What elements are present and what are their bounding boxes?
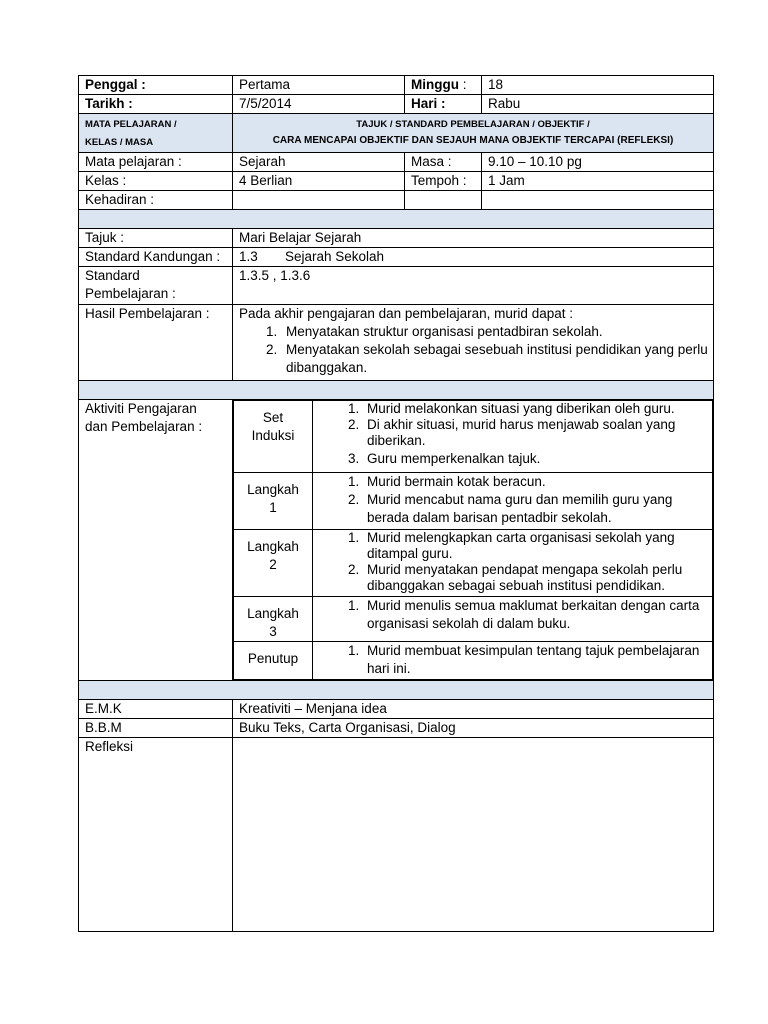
class-value: 4 Berlian [233, 172, 405, 191]
attendance-extra-2 [482, 191, 714, 210]
section-header-left: MATA PELAJARAN / KELAS / MASA [79, 114, 233, 153]
class-label: Kelas : [79, 172, 233, 191]
subject-label: Mata pelajaran : [79, 153, 233, 172]
stage-name: Set Induksi [234, 401, 313, 473]
hari-label: Hari : [405, 95, 482, 114]
hari-value: Rabu [482, 95, 714, 114]
bbm-label: B.B.M [79, 719, 233, 738]
masa-value: 9.10 – 10.10 pg [482, 153, 714, 172]
minggu-value: 18 [482, 76, 714, 95]
activities-row [79, 400, 714, 681]
stage-activities [313, 597, 713, 642]
hasil-pembelajaran-row [79, 305, 714, 381]
standard-pembelajaran-row [79, 267, 714, 305]
spacer-band-1 [79, 210, 714, 229]
stage-name: Langkah 3 [234, 597, 313, 642]
class-row [79, 172, 714, 191]
stage-name: Langkah 2 [234, 530, 313, 597]
outcome-item: 1. Menyatakan struktur organisasi pentadbiran sekolah. [281, 323, 713, 341]
standard-kandungan-row [79, 248, 714, 267]
tajuk-row [79, 229, 714, 248]
activity-item: 2. Murid mencabut nama guru dan memilih guru yang berada dalam barisan pentadbir sekolah. [363, 491, 708, 527]
tarikh-row [79, 95, 714, 114]
sp-value: 1.3.5 , 1.3.6 [233, 267, 714, 305]
lesson-plan-table [78, 75, 714, 932]
emk-label: E.M.K [79, 700, 233, 719]
activity-item: 1. Murid membuat kesimpulan tentang tajuk pembelajaran hari ini. [363, 642, 708, 678]
masa-label: Masa : [405, 153, 482, 172]
activity-item: 1. Murid bermain kotak beracun. [363, 473, 708, 491]
tempoh-value: 1 Jam [482, 172, 714, 191]
activity-list [313, 401, 712, 467]
stage-row [234, 401, 713, 473]
stage-row [234, 597, 713, 642]
attendance-extra-1 [405, 191, 482, 210]
outcome-label: Hasil Pembelajaran : [79, 305, 233, 381]
activity-item: 3. Guru memperkenalkan tajuk. [363, 451, 708, 467]
spacer-band-2 [79, 381, 714, 400]
refleksi-value [233, 738, 714, 932]
sk-value: 1.3 Sejarah Sekolah [233, 248, 714, 267]
penggal-label: Penggal : [79, 76, 233, 95]
tarikh-value: 7/5/2014 [233, 95, 405, 114]
refleksi-label: Refleksi [79, 738, 233, 932]
subject-row [79, 153, 714, 172]
bbm-value: Buku Teks, Carta Organisasi, Dialog [233, 719, 714, 738]
activity-list [313, 530, 712, 594]
stage-activities [313, 530, 713, 597]
activity-list [313, 473, 712, 527]
activities-label: Aktiviti Pengajaran dan Pembelajaran : [79, 400, 233, 681]
stage-activities [313, 401, 713, 473]
section-header-row [79, 114, 714, 153]
emk-value: Kreativiti – Menjana idea [233, 700, 714, 719]
stage-row [234, 530, 713, 597]
separator-band [79, 210, 714, 229]
subject-value: Sejarah [233, 153, 405, 172]
spacer-band-3 [79, 681, 714, 700]
stage-activities [313, 473, 713, 530]
stage-name: Langkah 1 [234, 473, 313, 530]
sp-label: Standard Pembelajaran : [79, 267, 233, 305]
penggal-value: Pertama [233, 76, 405, 95]
activity-item: 1. Murid melengkapkan carta organisasi sekolah yang ditampal guru. [363, 530, 708, 562]
stage-name: Penutup [234, 642, 313, 680]
bbm-row [79, 719, 714, 738]
tajuk-label: Tajuk : [79, 229, 233, 248]
activity-item: 1. Murid melakonkan situasi yang diberikan oleh guru. [363, 401, 708, 417]
activity-item: 2. Murid menyatakan pendapat mengapa sekolah perlu dibanggakan sebagai sebuah institusi pendidikan. [363, 562, 708, 594]
emk-row [79, 700, 714, 719]
minggu-label: Minggu : [405, 76, 482, 95]
activity-item: 1. Murid menulis semua maklumat berkaitan dengan carta organisasi sekolah di dalam buku. [363, 597, 708, 633]
tarikh-label: Tarikh : [79, 95, 233, 114]
separator-band [79, 381, 714, 400]
stage-row [234, 642, 713, 680]
activities-table [233, 400, 713, 680]
outcome-item: 2. Menyatakan sekolah sebagai sesebuah institusi pendidikan yang perlu dibanggakan. [281, 341, 713, 377]
refleksi-row [79, 738, 714, 932]
activity-list [313, 642, 712, 678]
stage-activities [313, 642, 713, 680]
outcome-intro: Pada akhir pengajaran dan pembelajaran, murid dapat : [239, 306, 573, 321]
sk-label: Standard Kandungan : [79, 248, 233, 267]
activity-list [313, 597, 712, 633]
stage-row [234, 473, 713, 530]
tajuk-value: Mari Belajar Sejarah [233, 229, 714, 248]
attendance-value [233, 191, 405, 210]
activity-item: 2. Di akhir situasi, murid harus menjawab soalan yang diberikan. [363, 417, 708, 449]
outcome-list [239, 323, 713, 377]
lesson-plan-form [78, 75, 713, 932]
separator-band [79, 681, 714, 700]
activities-cell [233, 400, 714, 681]
penggal-row [79, 76, 714, 95]
tempoh-label: Tempoh : [405, 172, 482, 191]
outcome-cell [233, 305, 714, 381]
attendance-row [79, 191, 714, 210]
attendance-label: Kehadiran : [79, 191, 233, 210]
section-header-right: TAJUK / STANDARD PEMBELAJARAN / OBJEKTIF / CARA MENCAPAI OBJEKTIF DAN SEJAUH MANA OBJEKTIF TERCAPAI (REFLEKSI) [233, 114, 714, 153]
